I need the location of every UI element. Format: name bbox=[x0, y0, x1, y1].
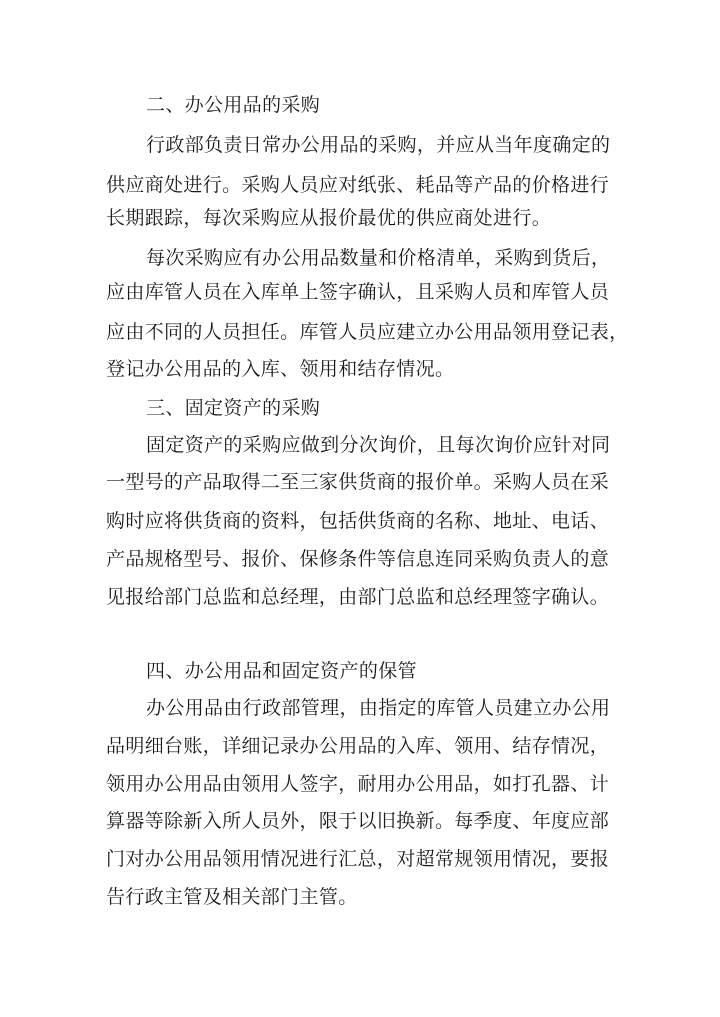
paragraph-line: 算器等除新入所人员外，限于以旧换新。每季度、年度应部 bbox=[106, 810, 610, 832]
paragraph-line: 办公用品由行政部管理，由指定的库管人员建立办公用 bbox=[146, 697, 611, 719]
paragraph-line: 每次采购应有办公用品数量和价格清单，采购到货后， bbox=[146, 247, 611, 269]
paragraph-line: 应由库管人员在入库单上签字确认，且采购人员和库管人员 bbox=[106, 281, 610, 303]
paragraph-line: 告行政主管及相关部门主管。 bbox=[106, 886, 358, 908]
paragraph-line: 见报给部门总监和总经理，由部门总监和总经理签字确认。 bbox=[106, 586, 610, 608]
paragraph-line: 长期跟踪，每次采购应从报价最优的供应商处进行。 bbox=[106, 207, 552, 229]
paragraph-line: 领用办公用品由领用人签字，耐用办公用品，如打孔器、计 bbox=[106, 773, 610, 795]
section-heading-fixed-assets-purchase: 三、固定资产的采购 bbox=[146, 397, 321, 419]
paragraph-line: 行政部负责日常办公用品的采购，并应从当年度确定的 bbox=[146, 134, 611, 156]
paragraph-line: 应由不同的人员担任。库管人员应建立办公用品领用登记表， bbox=[106, 321, 629, 343]
paragraph-line: 一型号的产品取得二至三家供货商的报价单。采购人员在采 bbox=[106, 471, 610, 493]
paragraph-line: 登记办公用品的入库、领用和结存情况。 bbox=[106, 358, 455, 380]
paragraph-line: 购时应将供货商的资料，包括供货商的名称、地址、电话、 bbox=[106, 510, 610, 532]
section-heading-office-supplies-purchase: 二、办公用品的采购 bbox=[146, 94, 321, 116]
paragraph-line: 供应商处进行。采购人员应对纸张、耗品等产品的价格进行 bbox=[106, 174, 610, 196]
paragraph-line: 固定资产的采购应做到分次询价，且每次询价应针对同 bbox=[146, 434, 611, 456]
section-heading-storage: 四、办公用品和固定资产的保管 bbox=[146, 660, 417, 682]
paragraph-line: 产品规格型号、报价、保修条件等信息连同采购负责人的意 bbox=[106, 548, 610, 570]
paragraph-line: 品明细台账，详细记录办公用品的入库、领用、结存情况， bbox=[106, 735, 610, 757]
paragraph-line: 门对办公用品领用情况进行汇总，对超常规领用情况，要报 bbox=[106, 848, 610, 870]
